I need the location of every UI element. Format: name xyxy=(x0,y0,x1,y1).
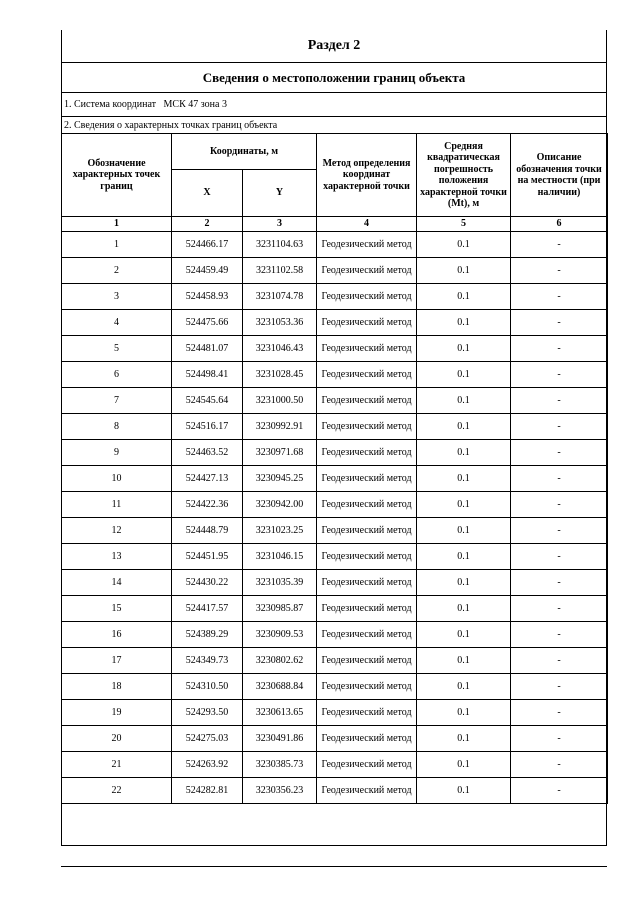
method-cell: Геодезический метод xyxy=(317,778,417,804)
description-cell: - xyxy=(511,570,608,596)
header-error: Средняя квадратическая погрешность положения характерной точки (Mt), м xyxy=(417,134,511,217)
point-number-cell: 22 xyxy=(62,778,172,804)
points-table-body xyxy=(62,232,608,804)
mt-value-cell: 0.1 xyxy=(417,258,511,284)
coord-y-cell: 3231074.78 xyxy=(243,284,317,310)
coord-x-cell: 524310.50 xyxy=(172,674,243,700)
coord-y-cell: 3230356.23 xyxy=(243,778,317,804)
table-row xyxy=(62,492,608,518)
point-number-cell: 21 xyxy=(62,752,172,778)
coord-system-value: МСК 47 зона 3 xyxy=(163,99,227,110)
description-cell: - xyxy=(511,596,608,622)
method-cell: Геодезический метод xyxy=(317,232,417,258)
coord-y-cell: 3231104.63 xyxy=(243,232,317,258)
coord-system-label: 1. Система координат xyxy=(64,99,157,110)
coord-y-cell: 3231028.45 xyxy=(243,362,317,388)
coord-y-cell: 3230992.91 xyxy=(243,414,317,440)
coord-y-cell: 3230945.25 xyxy=(243,466,317,492)
table-row xyxy=(62,570,608,596)
coord-y-cell: 3231102.58 xyxy=(243,258,317,284)
coord-x-cell: 524417.57 xyxy=(172,596,243,622)
header-y: Y xyxy=(243,170,317,217)
mt-value-cell: 0.1 xyxy=(417,414,511,440)
header-method: Метод определения координат характерной точки xyxy=(317,134,417,217)
coord-x-cell: 524427.13 xyxy=(172,466,243,492)
mt-value-cell: 0.1 xyxy=(417,726,511,752)
point-number-cell: 1 xyxy=(62,232,172,258)
coord-y-cell: 3230491.86 xyxy=(243,726,317,752)
point-number-cell: 10 xyxy=(62,466,172,492)
header-coordinates: Координаты, м xyxy=(172,134,317,170)
point-number-cell: 8 xyxy=(62,414,172,440)
point-number-cell: 3 xyxy=(62,284,172,310)
table-row xyxy=(62,336,608,362)
method-cell: Геодезический метод xyxy=(317,492,417,518)
mt-value-cell: 0.1 xyxy=(417,700,511,726)
coord-x-cell: 524466.17 xyxy=(172,232,243,258)
column-number: 2 xyxy=(172,217,243,232)
coord-y-cell: 3231000.50 xyxy=(243,388,317,414)
method-cell: Геодезический метод xyxy=(317,336,417,362)
table-row xyxy=(62,258,608,284)
point-number-cell: 9 xyxy=(62,440,172,466)
point-number-cell: 6 xyxy=(62,362,172,388)
mt-value-cell: 0.1 xyxy=(417,622,511,648)
method-cell: Геодезический метод xyxy=(317,752,417,778)
page-bottom-divider xyxy=(61,866,607,867)
mt-value-cell: 0.1 xyxy=(417,232,511,258)
description-cell: - xyxy=(511,388,608,414)
point-number-cell: 18 xyxy=(62,674,172,700)
description-cell: - xyxy=(511,310,608,336)
mt-value-cell: 0.1 xyxy=(417,440,511,466)
coord-x-cell: 524481.07 xyxy=(172,336,243,362)
point-number-cell: 19 xyxy=(62,700,172,726)
table-row xyxy=(62,388,608,414)
description-cell: - xyxy=(511,544,608,570)
description-cell: - xyxy=(511,466,608,492)
description-cell: - xyxy=(511,492,608,518)
coord-x-cell: 524459.49 xyxy=(172,258,243,284)
coord-y-cell: 3230385.73 xyxy=(243,752,317,778)
point-number-cell: 17 xyxy=(62,648,172,674)
mt-value-cell: 0.1 xyxy=(417,336,511,362)
coord-x-cell: 524498.41 xyxy=(172,362,243,388)
method-cell: Геодезический метод xyxy=(317,466,417,492)
point-number-cell: 20 xyxy=(62,726,172,752)
coord-y-cell: 3231046.43 xyxy=(243,336,317,362)
coord-y-cell: 3230909.53 xyxy=(243,622,317,648)
document-frame xyxy=(61,30,607,846)
description-cell: - xyxy=(511,700,608,726)
column-numbers-row xyxy=(62,217,608,232)
method-cell: Геодезический метод xyxy=(317,362,417,388)
method-cell: Геодезический метод xyxy=(317,388,417,414)
method-cell: Геодезический метод xyxy=(317,310,417,336)
method-cell: Геодезический метод xyxy=(317,518,417,544)
table-row xyxy=(62,466,608,492)
column-number: 6 xyxy=(511,217,608,232)
mt-value-cell: 0.1 xyxy=(417,388,511,414)
coord-y-cell: 3231035.39 xyxy=(243,570,317,596)
table-row xyxy=(62,544,608,570)
coord-y-cell: 3230613.65 xyxy=(243,700,317,726)
table-row xyxy=(62,310,608,336)
section-subtitle: Сведения о местоположении границ объекта xyxy=(62,63,606,93)
table-row xyxy=(62,440,608,466)
column-number: 3 xyxy=(243,217,317,232)
description-cell: - xyxy=(511,362,608,388)
coord-x-cell: 524458.93 xyxy=(172,284,243,310)
mt-value-cell: 0.1 xyxy=(417,674,511,700)
description-cell: - xyxy=(511,648,608,674)
mt-value-cell: 0.1 xyxy=(417,310,511,336)
table-row xyxy=(62,414,608,440)
method-cell: Геодезический метод xyxy=(317,544,417,570)
coord-x-cell: 524545.64 xyxy=(172,388,243,414)
coord-x-cell: 524422.36 xyxy=(172,492,243,518)
column-number: 1 xyxy=(62,217,172,232)
point-number-cell: 14 xyxy=(62,570,172,596)
method-cell: Геодезический метод xyxy=(317,596,417,622)
coord-y-cell: 3231023.25 xyxy=(243,518,317,544)
table-row xyxy=(62,778,608,804)
table-row xyxy=(62,596,608,622)
table-row xyxy=(62,362,608,388)
coord-y-cell: 3230985.87 xyxy=(243,596,317,622)
mt-value-cell: 0.1 xyxy=(417,284,511,310)
description-cell: - xyxy=(511,336,608,362)
points-caption: 2. Сведения о характерных точках границ объекта xyxy=(62,117,606,134)
method-cell: Геодезический метод xyxy=(317,726,417,752)
mt-value-cell: 0.1 xyxy=(417,596,511,622)
description-cell: - xyxy=(511,258,608,284)
table-row xyxy=(62,232,608,258)
description-cell: - xyxy=(511,414,608,440)
coord-x-cell: 524389.29 xyxy=(172,622,243,648)
mt-value-cell: 0.1 xyxy=(417,362,511,388)
coord-y-cell: 3230942.00 xyxy=(243,492,317,518)
coord-x-cell: 524293.50 xyxy=(172,700,243,726)
coord-y-cell: 3230802.62 xyxy=(243,648,317,674)
header-description: Описание обозначения точки на местности (при наличии) xyxy=(511,134,608,217)
method-cell: Геодезический метод xyxy=(317,570,417,596)
method-cell: Геодезический метод xyxy=(317,700,417,726)
mt-value-cell: 0.1 xyxy=(417,518,511,544)
table-row xyxy=(62,752,608,778)
method-cell: Геодезический метод xyxy=(317,258,417,284)
coord-y-cell: 3230688.84 xyxy=(243,674,317,700)
description-cell: - xyxy=(511,440,608,466)
point-number-cell: 13 xyxy=(62,544,172,570)
point-number-cell: 11 xyxy=(62,492,172,518)
table-row xyxy=(62,518,608,544)
coord-y-cell: 3231053.36 xyxy=(243,310,317,336)
point-number-cell: 12 xyxy=(62,518,172,544)
coord-x-cell: 524349.73 xyxy=(172,648,243,674)
description-cell: - xyxy=(511,284,608,310)
mt-value-cell: 0.1 xyxy=(417,648,511,674)
column-number: 5 xyxy=(417,217,511,232)
method-cell: Геодезический метод xyxy=(317,648,417,674)
table-row xyxy=(62,700,608,726)
description-cell: - xyxy=(511,518,608,544)
point-number-cell: 5 xyxy=(62,336,172,362)
point-number-cell: 4 xyxy=(62,310,172,336)
mt-value-cell: 0.1 xyxy=(417,466,511,492)
coord-x-cell: 524430.22 xyxy=(172,570,243,596)
header-x: X xyxy=(172,170,243,217)
table-row xyxy=(62,726,608,752)
method-cell: Геодезический метод xyxy=(317,674,417,700)
coord-x-cell: 524475.66 xyxy=(172,310,243,336)
mt-value-cell: 0.1 xyxy=(417,544,511,570)
table-row xyxy=(62,674,608,700)
coord-y-cell: 3230971.68 xyxy=(243,440,317,466)
table-row xyxy=(62,622,608,648)
coord-x-cell: 524463.52 xyxy=(172,440,243,466)
method-cell: Геодезический метод xyxy=(317,440,417,466)
coord-x-cell: 524516.17 xyxy=(172,414,243,440)
mt-value-cell: 0.1 xyxy=(417,752,511,778)
description-cell: - xyxy=(511,232,608,258)
description-cell: - xyxy=(511,726,608,752)
point-number-cell: 15 xyxy=(62,596,172,622)
coord-x-cell: 524451.95 xyxy=(172,544,243,570)
table-row xyxy=(62,284,608,310)
description-cell: - xyxy=(511,622,608,648)
coord-x-cell: 524275.03 xyxy=(172,726,243,752)
coord-x-cell: 524282.81 xyxy=(172,778,243,804)
description-cell: - xyxy=(511,752,608,778)
description-cell: - xyxy=(511,778,608,804)
table-row xyxy=(62,648,608,674)
points-table xyxy=(61,133,608,804)
section-title: Раздел 2 xyxy=(62,30,606,63)
coord-x-cell: 524448.79 xyxy=(172,518,243,544)
description-cell: - xyxy=(511,674,608,700)
method-cell: Геодезический метод xyxy=(317,622,417,648)
point-number-cell: 16 xyxy=(62,622,172,648)
mt-value-cell: 0.1 xyxy=(417,778,511,804)
point-number-cell: 2 xyxy=(62,258,172,284)
coord-y-cell: 3231046.15 xyxy=(243,544,317,570)
method-cell: Геодезический метод xyxy=(317,284,417,310)
column-number: 4 xyxy=(317,217,417,232)
header-designation: Обозначение характерных точек границ xyxy=(62,134,172,217)
method-cell: Геодезический метод xyxy=(317,414,417,440)
mt-value-cell: 0.1 xyxy=(417,570,511,596)
mt-value-cell: 0.1 xyxy=(417,492,511,518)
coord-system-line xyxy=(62,93,606,117)
coord-x-cell: 524263.92 xyxy=(172,752,243,778)
point-number-cell: 7 xyxy=(62,388,172,414)
